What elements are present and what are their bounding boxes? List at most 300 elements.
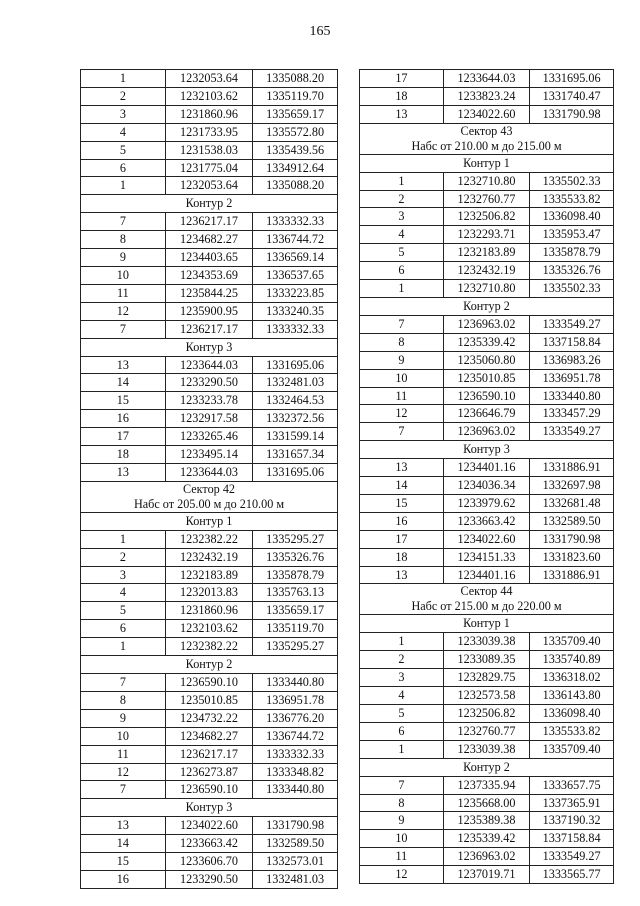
y-coordinate: 1332481.03 [253, 374, 338, 392]
y-coordinate: 1334912.64 [253, 159, 338, 177]
sector-header [360, 123, 614, 154]
y-coordinate: 1332681.48 [530, 494, 614, 512]
point-number: 12 [81, 302, 166, 320]
x-coordinate: 1232053.64 [165, 177, 252, 195]
y-coordinate: 1332372.56 [253, 410, 338, 428]
table-row [360, 566, 614, 584]
contour-header: Контур 1 [81, 512, 338, 530]
x-coordinate: 1234732.22 [165, 709, 252, 727]
point-number: 4 [81, 584, 166, 602]
right-coordinate-table [359, 69, 614, 884]
y-coordinate: 1335439.56 [253, 141, 338, 159]
table-row [81, 320, 338, 338]
y-coordinate: 1335533.82 [530, 190, 614, 208]
x-coordinate: 1234036.34 [443, 477, 529, 495]
table-row [360, 776, 614, 794]
table-row [360, 172, 614, 190]
point-number: 10 [81, 266, 166, 284]
point-number: 14 [81, 835, 166, 853]
table-row [81, 463, 338, 481]
point-number: 7 [360, 315, 444, 333]
sector-header [81, 481, 338, 512]
x-coordinate: 1232382.22 [165, 638, 252, 656]
x-coordinate: 1232183.89 [443, 244, 529, 262]
x-coordinate: 1232432.19 [165, 548, 252, 566]
x-coordinate: 1234022.60 [443, 530, 529, 548]
y-coordinate: 1335326.76 [253, 548, 338, 566]
table-row [360, 848, 614, 866]
table-row [360, 459, 614, 477]
point-number: 4 [360, 687, 444, 705]
table-row [360, 669, 614, 687]
y-coordinate: 1335295.27 [253, 638, 338, 656]
point-number: 12 [81, 763, 166, 781]
x-coordinate: 1232183.89 [165, 566, 252, 584]
x-coordinate: 1234682.27 [165, 727, 252, 745]
table-row [81, 584, 338, 602]
point-number: 14 [360, 477, 444, 495]
x-coordinate: 1236590.10 [443, 387, 529, 405]
y-coordinate: 1337158.84 [530, 333, 614, 351]
point-number: 5 [81, 602, 166, 620]
point-number: 11 [360, 848, 444, 866]
point-number: 18 [360, 548, 444, 566]
x-coordinate: 1233039.38 [443, 740, 529, 758]
table-row [360, 830, 614, 848]
contour-header-row [360, 297, 614, 315]
x-coordinate: 1236217.17 [165, 320, 252, 338]
x-coordinate: 1234401.16 [443, 459, 529, 477]
table-row [81, 835, 338, 853]
table-row [81, 530, 338, 548]
contour-header-row [360, 615, 614, 633]
table-row [81, 87, 338, 105]
contour-header-row [81, 338, 338, 356]
table-row [81, 284, 338, 302]
x-coordinate: 1235844.25 [165, 284, 252, 302]
x-coordinate: 1236273.87 [165, 763, 252, 781]
x-coordinate: 1234151.33 [443, 548, 529, 566]
table-row [81, 249, 338, 267]
table-row [81, 70, 338, 88]
x-coordinate: 1236217.17 [165, 213, 252, 231]
y-coordinate: 1336983.26 [530, 351, 614, 369]
point-number: 10 [360, 369, 444, 387]
table-row [81, 566, 338, 584]
point-number: 13 [360, 566, 444, 584]
x-coordinate: 1236217.17 [165, 745, 252, 763]
table-row [81, 213, 338, 231]
point-number: 3 [360, 669, 444, 687]
point-number: 11 [81, 745, 166, 763]
point-number: 9 [360, 812, 444, 830]
table-row [81, 709, 338, 727]
x-coordinate: 1231775.04 [165, 159, 252, 177]
y-coordinate: 1335659.17 [253, 105, 338, 123]
table-row [360, 226, 614, 244]
x-coordinate: 1232053.64 [165, 70, 252, 88]
table-row [81, 231, 338, 249]
y-coordinate: 1335763.13 [253, 584, 338, 602]
point-number: 3 [81, 105, 166, 123]
x-coordinate: 1236590.10 [165, 674, 252, 692]
point-number: 8 [360, 333, 444, 351]
x-coordinate: 1234682.27 [165, 231, 252, 249]
y-coordinate: 1335659.17 [253, 602, 338, 620]
point-number: 1 [360, 633, 444, 651]
table-row [81, 817, 338, 835]
table-row [360, 105, 614, 123]
y-coordinate: 1331823.60 [530, 548, 614, 566]
y-coordinate: 1335326.76 [530, 262, 614, 280]
point-number: 6 [81, 159, 166, 177]
y-coordinate: 1335502.33 [530, 280, 614, 298]
contour-header-row [360, 154, 614, 172]
point-number: 3 [81, 566, 166, 584]
x-coordinate: 1231860.96 [165, 602, 252, 620]
table-row [81, 548, 338, 566]
point-number: 9 [360, 351, 444, 369]
point-number: 15 [81, 392, 166, 410]
contour-header: Контур 1 [360, 615, 614, 633]
point-number: 6 [360, 262, 444, 280]
y-coordinate: 1331695.06 [253, 356, 338, 374]
x-coordinate: 1235339.42 [443, 830, 529, 848]
point-number: 13 [81, 463, 166, 481]
y-coordinate: 1331740.47 [530, 87, 614, 105]
point-number: 15 [360, 494, 444, 512]
y-coordinate: 1332481.03 [253, 870, 338, 888]
contour-header-row [81, 799, 338, 817]
point-number: 2 [360, 190, 444, 208]
point-number: 15 [81, 853, 166, 871]
table-row [81, 602, 338, 620]
table-row [360, 812, 614, 830]
point-number: 9 [81, 249, 166, 267]
y-coordinate: 1333657.75 [530, 776, 614, 794]
point-number: 4 [81, 123, 166, 141]
y-coordinate: 1331790.98 [530, 530, 614, 548]
contour-header: Контур 3 [81, 799, 338, 817]
point-number: 16 [81, 410, 166, 428]
x-coordinate: 1235389.38 [443, 812, 529, 830]
point-number: 7 [81, 213, 166, 231]
x-coordinate: 1233290.50 [165, 870, 252, 888]
table-row [360, 794, 614, 812]
table-row [360, 866, 614, 884]
y-coordinate: 1336098.40 [530, 705, 614, 723]
table-row [81, 638, 338, 656]
point-number: 12 [360, 866, 444, 884]
point-number: 2 [81, 87, 166, 105]
sector-title: Сектор 43 [460, 123, 513, 138]
y-coordinate: 1331695.06 [530, 70, 614, 88]
point-number: 13 [360, 459, 444, 477]
table-row [81, 428, 338, 446]
x-coordinate: 1234353.69 [165, 266, 252, 284]
y-coordinate: 1335119.70 [253, 620, 338, 638]
y-coordinate: 1336318.02 [530, 669, 614, 687]
x-coordinate: 1237335.94 [443, 776, 529, 794]
sector-height-range: Набс от 215.00 м до 220.00 м [411, 599, 562, 614]
table-row [81, 302, 338, 320]
x-coordinate: 1236963.02 [443, 315, 529, 333]
table-row [360, 208, 614, 226]
sector-header-row [81, 481, 338, 512]
x-coordinate: 1231538.03 [165, 141, 252, 159]
table-row [81, 446, 338, 464]
table-row [360, 633, 614, 651]
point-number: 9 [81, 709, 166, 727]
point-number: 4 [360, 226, 444, 244]
point-number: 10 [81, 727, 166, 745]
table-row [360, 740, 614, 758]
table-row [360, 387, 614, 405]
y-coordinate: 1335119.70 [253, 87, 338, 105]
y-coordinate: 1335878.79 [530, 244, 614, 262]
point-number: 11 [81, 284, 166, 302]
point-number: 7 [360, 423, 444, 441]
contour-header-row [360, 758, 614, 776]
table-row [360, 244, 614, 262]
point-number: 8 [360, 794, 444, 812]
point-number: 8 [81, 231, 166, 249]
x-coordinate: 1234022.60 [165, 817, 252, 835]
y-coordinate: 1333440.80 [530, 387, 614, 405]
point-number: 5 [81, 141, 166, 159]
x-coordinate: 1233089.35 [443, 651, 529, 669]
x-coordinate: 1234403.65 [165, 249, 252, 267]
table-row [360, 548, 614, 566]
x-coordinate: 1232710.80 [443, 280, 529, 298]
x-coordinate: 1235010.85 [443, 369, 529, 387]
contour-header-row [81, 512, 338, 530]
y-coordinate: 1333440.80 [253, 781, 338, 799]
point-number: 3 [360, 208, 444, 226]
table-row [81, 392, 338, 410]
x-coordinate: 1231733.95 [165, 123, 252, 141]
y-coordinate: 1333457.29 [530, 405, 614, 423]
x-coordinate: 1235060.80 [443, 351, 529, 369]
point-number: 10 [360, 830, 444, 848]
y-coordinate: 1335709.40 [530, 740, 614, 758]
point-number: 12 [360, 405, 444, 423]
point-number: 6 [81, 620, 166, 638]
y-coordinate: 1336569.14 [253, 249, 338, 267]
y-coordinate: 1332697.98 [530, 477, 614, 495]
point-number: 18 [360, 87, 444, 105]
point-number: 1 [360, 172, 444, 190]
point-number: 7 [81, 781, 166, 799]
x-coordinate: 1233663.42 [443, 512, 529, 530]
x-coordinate: 1232917.58 [165, 410, 252, 428]
sector-title: Сектор 42 [182, 481, 236, 496]
table-row [360, 722, 614, 740]
y-coordinate: 1332464.53 [253, 392, 338, 410]
sector-header [360, 584, 614, 615]
table-row [81, 691, 338, 709]
x-coordinate: 1232103.62 [165, 87, 252, 105]
point-number: 13 [81, 356, 166, 374]
table-row [81, 159, 338, 177]
y-coordinate: 1333332.33 [253, 745, 338, 763]
y-coordinate: 1331886.91 [530, 566, 614, 584]
contour-header-row [360, 441, 614, 459]
table-row [81, 781, 338, 799]
y-coordinate: 1333440.80 [253, 674, 338, 692]
table-row [81, 674, 338, 692]
y-coordinate: 1331790.98 [530, 105, 614, 123]
table-row [81, 266, 338, 284]
point-number: 14 [81, 374, 166, 392]
y-coordinate: 1336537.65 [253, 266, 338, 284]
point-number: 17 [81, 428, 166, 446]
x-coordinate: 1236963.02 [443, 423, 529, 441]
point-number: 17 [360, 70, 444, 88]
y-coordinate: 1332589.50 [253, 835, 338, 853]
table-row [81, 870, 338, 888]
table-row [81, 177, 338, 195]
y-coordinate: 1336951.78 [530, 369, 614, 387]
point-number: 17 [360, 530, 444, 548]
page-number: 165 [309, 24, 331, 39]
x-coordinate: 1234401.16 [443, 566, 529, 584]
point-number: 2 [360, 651, 444, 669]
y-coordinate: 1333332.33 [253, 320, 338, 338]
point-number: 1 [81, 177, 166, 195]
table-row [360, 315, 614, 333]
y-coordinate: 1333549.27 [530, 423, 614, 441]
y-coordinate: 1335740.89 [530, 651, 614, 669]
table-row [360, 190, 614, 208]
table-row [360, 87, 614, 105]
x-coordinate: 1233979.62 [443, 494, 529, 512]
table-row [360, 705, 614, 723]
y-coordinate: 1337365.91 [530, 794, 614, 812]
point-number: 7 [81, 674, 166, 692]
left-coordinate-table [80, 69, 338, 889]
table-row [360, 262, 614, 280]
x-coordinate: 1233644.03 [165, 356, 252, 374]
point-number: 6 [360, 722, 444, 740]
x-coordinate: 1233644.03 [443, 70, 529, 88]
y-coordinate: 1332573.01 [253, 853, 338, 871]
y-coordinate: 1331695.06 [253, 463, 338, 481]
y-coordinate: 1332589.50 [530, 512, 614, 530]
sector-header-row [360, 123, 614, 154]
x-coordinate: 1232506.82 [443, 208, 529, 226]
table-row [360, 351, 614, 369]
point-number: 7 [81, 320, 166, 338]
x-coordinate: 1234022.60 [443, 105, 529, 123]
point-number: 16 [81, 870, 166, 888]
table-row [360, 494, 614, 512]
y-coordinate: 1333332.33 [253, 213, 338, 231]
y-coordinate: 1335572.80 [253, 123, 338, 141]
table-row [81, 410, 338, 428]
contour-header: Контур 2 [360, 758, 614, 776]
x-coordinate: 1235339.42 [443, 333, 529, 351]
y-coordinate: 1335953.47 [530, 226, 614, 244]
table-row [81, 620, 338, 638]
x-coordinate: 1235010.85 [165, 691, 252, 709]
x-coordinate: 1232382.22 [165, 530, 252, 548]
table-row [81, 105, 338, 123]
y-coordinate: 1335709.40 [530, 633, 614, 651]
point-number: 1 [81, 638, 166, 656]
contour-header: Контур 2 [81, 195, 338, 213]
x-coordinate: 1237019.71 [443, 866, 529, 884]
y-coordinate: 1336744.72 [253, 231, 338, 249]
table-row [360, 423, 614, 441]
contour-header: Контур 2 [81, 656, 338, 674]
x-coordinate: 1232710.80 [443, 172, 529, 190]
point-number: 2 [81, 548, 166, 566]
y-coordinate: 1333240.35 [253, 302, 338, 320]
x-coordinate: 1232293.71 [443, 226, 529, 244]
x-coordinate: 1232506.82 [443, 705, 529, 723]
y-coordinate: 1335295.27 [253, 530, 338, 548]
y-coordinate: 1335502.33 [530, 172, 614, 190]
x-coordinate: 1233290.50 [165, 374, 252, 392]
point-number: 8 [81, 691, 166, 709]
x-coordinate: 1235900.95 [165, 302, 252, 320]
point-number: 1 [360, 740, 444, 758]
point-number: 5 [360, 705, 444, 723]
point-number: 13 [81, 817, 166, 835]
x-coordinate: 1232760.77 [443, 722, 529, 740]
contour-header: Контур 1 [360, 154, 614, 172]
x-coordinate: 1232103.62 [165, 620, 252, 638]
point-number: 1 [360, 280, 444, 298]
x-coordinate: 1233495.14 [165, 446, 252, 464]
table-row [360, 512, 614, 530]
point-number: 7 [360, 776, 444, 794]
y-coordinate: 1335088.20 [253, 177, 338, 195]
x-coordinate: 1236590.10 [165, 781, 252, 799]
table-row [81, 356, 338, 374]
point-number: 5 [360, 244, 444, 262]
table-row [81, 374, 338, 392]
y-coordinate: 1336098.40 [530, 208, 614, 226]
x-coordinate: 1233233.78 [165, 392, 252, 410]
y-coordinate: 1337190.32 [530, 812, 614, 830]
y-coordinate: 1331886.91 [530, 459, 614, 477]
y-coordinate: 1333549.27 [530, 315, 614, 333]
contour-header: Контур 3 [81, 338, 338, 356]
y-coordinate: 1331790.98 [253, 817, 338, 835]
y-coordinate: 1331599.14 [253, 428, 338, 446]
table-row [81, 763, 338, 781]
x-coordinate: 1233606.70 [165, 853, 252, 871]
x-coordinate: 1232760.77 [443, 190, 529, 208]
sector-height-range: Набс от 205.00 м до 210.00 м [133, 496, 285, 511]
y-coordinate: 1337158.84 [530, 830, 614, 848]
table-row [360, 405, 614, 423]
y-coordinate: 1336744.72 [253, 727, 338, 745]
y-coordinate: 1336951.78 [253, 691, 338, 709]
x-coordinate: 1233039.38 [443, 633, 529, 651]
table-row [360, 687, 614, 705]
table-row [360, 280, 614, 298]
x-coordinate: 1232829.75 [443, 669, 529, 687]
table-row [81, 745, 338, 763]
point-number: 16 [360, 512, 444, 530]
point-number: 11 [360, 387, 444, 405]
x-coordinate: 1231860.96 [165, 105, 252, 123]
x-coordinate: 1236963.02 [443, 848, 529, 866]
x-coordinate: 1232013.83 [165, 584, 252, 602]
